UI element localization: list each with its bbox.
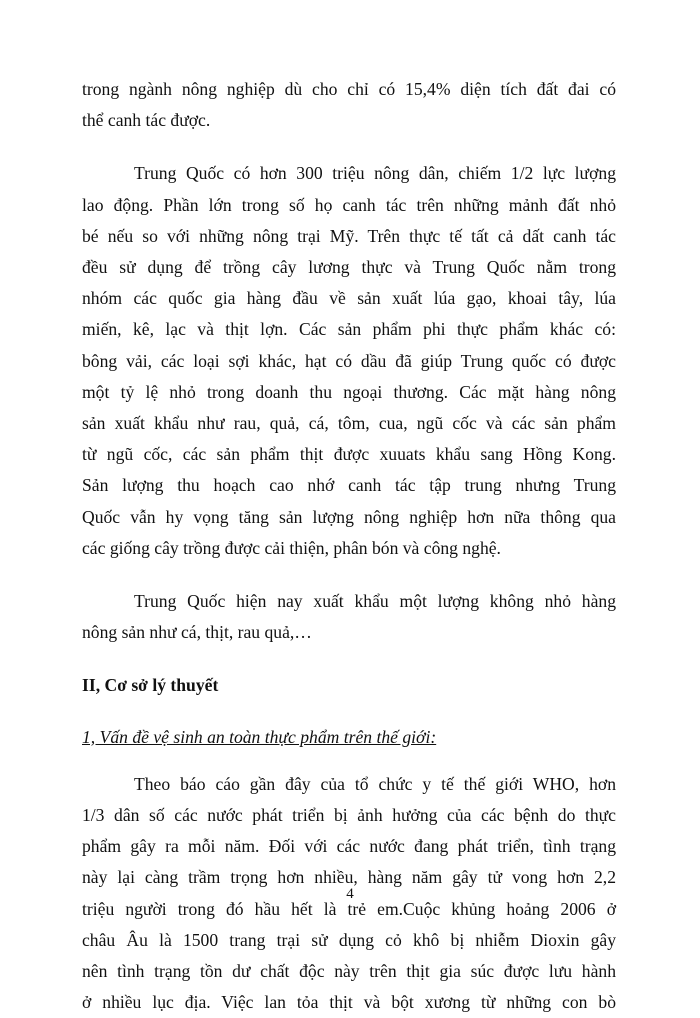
text-line: châu Âu là 1500 trang trại sử dụng cỏ khô bị nhiễm Dioxin gây: [82, 929, 616, 950]
text-line: từ ngũ cốc, các sản phẩm thịt được xuuats khẩu sang Hồng Kong.: [82, 444, 616, 465]
text-line: ở nhiều lục địa. Việc lan tỏa thịt và bột xương từ những con bò: [82, 992, 616, 1013]
paragraph-gap: [82, 136, 616, 158]
text-line: thể canh tác được.: [82, 110, 211, 131]
text-line: Trung Quốc có hơn 300 triệu nông dân, chiếm 1/2 lực lượng: [134, 163, 616, 184]
section-heading: II, Cơ sở lý thuyết: [82, 675, 219, 696]
text-line: đều sử dụng để trồng cây lương thực và Trung Quốc nằm trong: [82, 257, 616, 278]
paragraph-gap: [82, 753, 616, 769]
paragraph-farmers: [82, 158, 616, 564]
text-line: sản xuất khẩu như rau, quả, cá, tôm, cua, ngũ cốc và các sản phẩm: [82, 413, 616, 434]
text-line: nhóm các quốc gia hàng đầu về sản xuất lúa gạo, khoai tây, lúa: [82, 288, 616, 309]
page-number: 4: [346, 886, 354, 902]
text-line: 1/3 dân số các nước phát triển bị ảnh hưởng của các bệnh do thực: [82, 805, 616, 826]
text-line: Quốc vẫn hy vọng tăng sản lượng nông nghiệp hơn nữa thông qua: [82, 506, 616, 527]
text-line: Trung Quốc hiện nay xuất khẩu một lượng không nhỏ hàng: [134, 591, 616, 612]
text-line: lao động. Phần lớn trong số họ canh tác trên những mảnh đất nhỏ: [82, 194, 616, 215]
page-content: [82, 74, 616, 1018]
text-line: trong ngành nông nghiệp dù cho chỉ có 15,4% diện tích đất đai có: [82, 79, 616, 99]
subsection-heading: 1, Vấn đề vệ sinh an toàn thực phẩm trên thế giới:: [82, 726, 437, 747]
text-line: phẩm gây ra mỗi năm. Đối với các nước đang phát triển, tình trạng: [82, 836, 616, 857]
text-line: các giống cây trồng được cải thiện, phân bón và công nghệ.: [82, 537, 501, 558]
paragraph-agriculture-land: [82, 74, 616, 136]
text-line: bé nếu so với những nông trại Mỹ. Trên thực tế tất cả dất canh tác: [82, 225, 616, 246]
text-line: Sản lượng thu hoạch cao nhớ canh tác tập trung nhưng Trung: [82, 475, 616, 496]
text-line: triệu người trong đó hầu hết là trẻ em.Cuộc khủng hoảng 2006 ở: [82, 898, 616, 919]
paragraph-exports: [82, 586, 616, 648]
paragraph-gap: [82, 702, 616, 722]
text-line: bông vải, các loại sợi khác, hạt có dầu đã giúp Trung quốc có được: [82, 350, 616, 371]
text-line: nên tình trạng tồn dư chất độc này trên thịt gia súc được lưu hành: [82, 961, 616, 982]
text-line: Theo báo cáo gần đây của tổ chức y tế thế giới WHO, hơn: [134, 773, 616, 794]
text-line: nông sản như cá, thịt, rau quả,…: [82, 622, 312, 643]
text-line: này lại càng trầm trọng hơn nhiều, hàng năm gây tử vong hơn 2,2: [82, 867, 616, 888]
text-line: miến, kê, lạc và thịt lợn. Các sản phẩm phi thực phẩm khác có:: [82, 319, 616, 340]
paragraph-gap: [82, 564, 616, 586]
paragraph-gap: [82, 648, 616, 670]
text-line: một tỷ lệ nhỏ trong doanh thu ngoại thương. Các mặt hàng nông: [82, 381, 616, 402]
